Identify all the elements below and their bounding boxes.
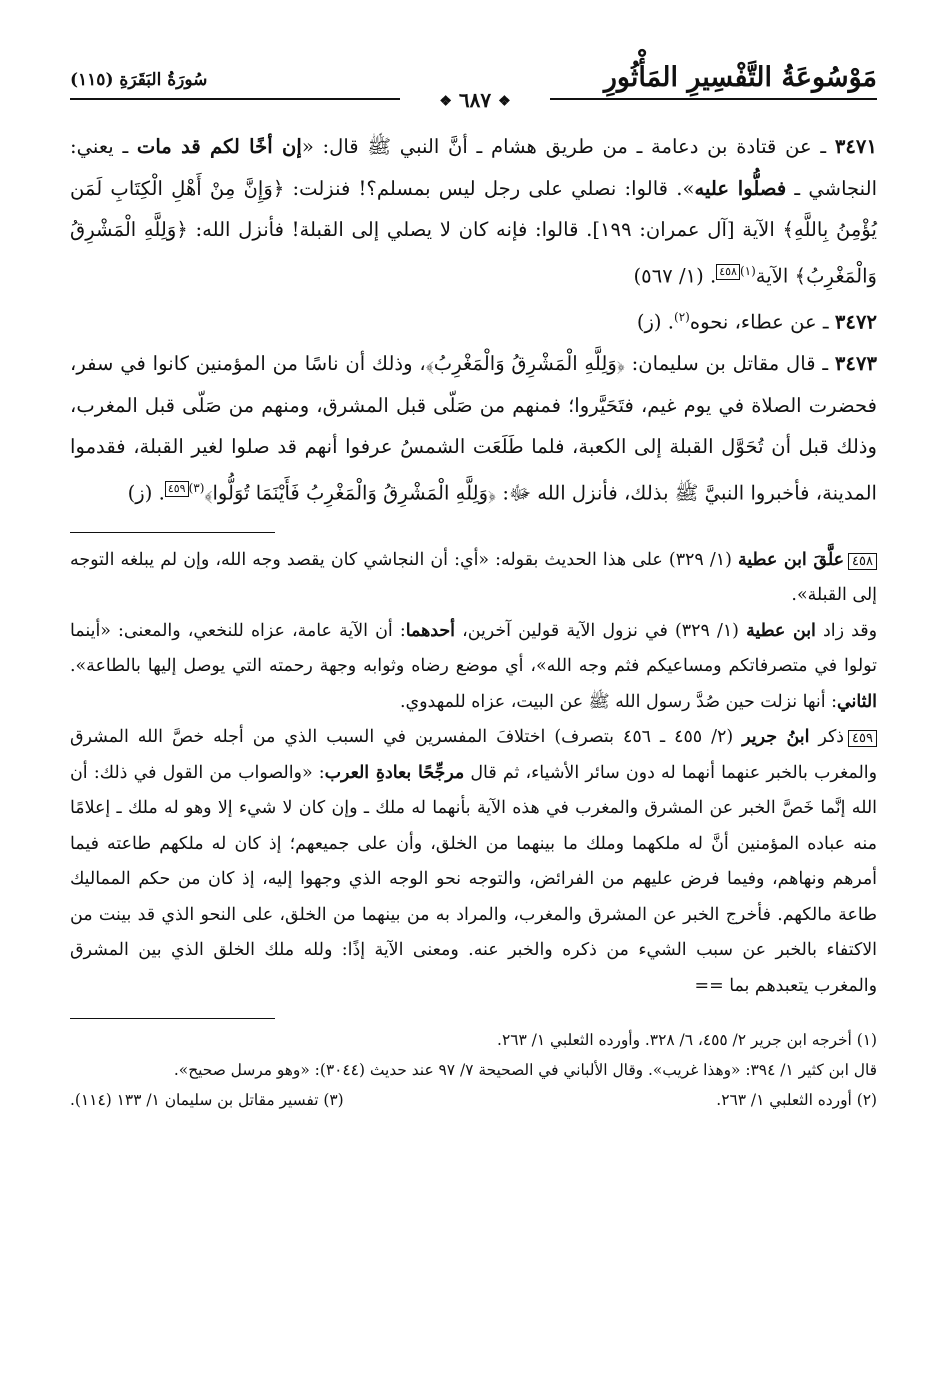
footnote-2: (٢) أورده الثعلبي ١/ ٢٦٣. xyxy=(716,1091,877,1110)
main-text xyxy=(70,126,877,514)
note-number-box: ٤٥٩ xyxy=(848,730,877,747)
surah-label: سُورَةُ البَقَرَةِ (١١٥) xyxy=(70,70,208,90)
ornament-icon: ❖ xyxy=(439,93,452,110)
text-run: وقد زاد xyxy=(815,620,877,641)
text-run: ذكر xyxy=(809,727,845,748)
note-ref-box: ٤٥٩ xyxy=(165,481,189,497)
hadith-number: ٣٤٧٣ xyxy=(834,352,877,376)
footnote-separator xyxy=(70,1018,275,1019)
page-header xyxy=(70,58,877,112)
text-run: (١/ ٣٢٩) على هذا الحديث بقوله: «أي: أن النجاشي كان يقصد وجه الله، وإن لم يبلغه التوجه إلى القبلة». xyxy=(70,549,877,606)
text-run: : أنها نزلت حين صُدَّ رسول الله ﷺ عن البيت، عزاه للمهدوي. xyxy=(399,691,837,712)
note-paragraph xyxy=(70,720,877,1004)
footnote-ref: (١) xyxy=(739,263,756,278)
note-paragraph xyxy=(70,614,877,721)
text-run: ». قالوا: نصلي على رجل ليس بمسلم؟! فنزلت: ﴿وَإِنَّ مِنْ أَهْلِ الْكِتَابِ لَمَن يُؤْمِنُ بِاللَّهِ﴾ الآية [آل عمران: ١٩٩]. قالوا: فإنه كان لا يصلي إلى القبلة! فأنزل الله: ﴿وَلِلَّهِ الْمَشْرِقُ وَالْمَغْرِبُ﴾ الآية xyxy=(70,176,877,288)
text-run: . (ز) xyxy=(636,310,675,334)
hadith-number: ٣٤٧٢ xyxy=(834,310,877,334)
text-run: . (١/ ٥٦٧) xyxy=(633,264,717,288)
footnotes xyxy=(70,1025,877,1115)
text-run: ـ عن قتادة بن دعامة ـ من طريق هشام ـ أنَّ النبي ﷺ قال: « xyxy=(301,135,835,158)
note-number-box: ٤٥٨ xyxy=(848,553,877,570)
editor-notes xyxy=(70,543,877,1005)
bold-text: ابنُ جرير xyxy=(742,727,810,748)
text-run: : «والصواب من القول في ذلك: أن الله إنَّما خَصَّ الخبر عن المشرق والمغرب في هذه الآية بأنهما له ملك ـ وإن كان لا شيء إلا وهو له ملك ـ إعلامًا منه عباده المؤمنين أنَّ له ملكهما وملك ما بينهما من الخلق، وأن على جميعهم؛ إذ كان له ملكهم طاعته فيما أمرهم ونهاهم، وفيما فرض عليهم من الفرائض، والتوجه نحو الوجه الذي وجهوا إليه، إذ كان من حكم المماليك طاعة مالكهم. فأخرج الخبر عن المشرق والمغرب، والمراد به من بينهما من الخلق، على النحو الذي قد بينت من الاكتفاء بالخبر عن سبب الشيء من ذكره والخبر عنه. ومعنى الآية إذًا: ولله ملك الخلق الذي بين المشرق والمغرب يتعبدهم بما == xyxy=(70,762,877,996)
text-run: ـ عن عطاء، نحوه xyxy=(689,310,835,334)
hadith-paragraph xyxy=(70,126,877,297)
bold-text: أحدهما xyxy=(405,620,455,641)
text-run: : أن الآية عامة، عزاه للنخعي، والمعنى: «أينما تولوا في متصرفاتكم ومساعيكم فثم وجه الله»، أي موضع رضاه وثوابه وجهة رحمته التي يوصل إليها بالطاعة». xyxy=(70,620,877,677)
footnote-1-continued: قال ابن كثير ١/ ٣٩٤: «وهذا غريب». وقال الألباني في الصحيحة ٧/ ٩٧ عند حديث (٣٠٤٤): «وهو مرسل صحيح». xyxy=(173,1061,877,1080)
bold-text: فصلُّوا عليه xyxy=(694,176,787,200)
bold-text: مرجِّحًا بعادةِ العرب xyxy=(324,762,465,783)
hadith-paragraph xyxy=(70,297,877,343)
bold-text: إن أخًا لكم قد مات xyxy=(136,135,302,158)
text-run: ـ قال مقاتل بن سليمان: ﴿وَلِلَّهِ الْمَشْرِقُ وَالْمَغْرِبُ﴾، وذلك أن ناسًا من المؤمنين كانوا في سفر، فحضرت الصلاة في يوم غيم، فتَحَيَّروا؛ فمنهم من صَلّى قبل المشرق، ومنهم من صَلّى قبل المغرب، وذلك قبل أن تُحَوَّل القبلة إلى الكعبة، فلما طَلَعَت الشمسُ عرفوا أنهم قد صلوا لغير القبلة، فقدموا المدينة، فأخبروا النبيَّ ﷺ بذلك، فأنزل الله ﷻ: ﴿وَلِلَّهِ الْمَشْرِقُ وَالْمَغْرِبُ فَأَيْنَمَا تُوَلُّوا﴾ xyxy=(70,352,877,505)
text-run: (٢/ ٤٥٥ ـ ٤٥٦ بتصرف) اختلافَ المفسرين في السبب الذي من أجله خصَّ الله المشرق والمغرب بالخبر عنهما أنهما له دون سائر الأشياء، ثم قال xyxy=(70,727,877,783)
note-ref-box: ٤٥٨ xyxy=(716,264,740,280)
notes-separator xyxy=(70,532,275,533)
page-number-block xyxy=(400,88,550,112)
text-run: (١/ ٣٢٩) في نزول الآية قولين آخرين، xyxy=(454,620,747,641)
page-number: ٦٨٧ xyxy=(458,88,492,112)
running-title: مَوْسُوعَةُ التَّفْسِيرِ المَأْثُورِ xyxy=(603,62,877,93)
bold-text: علَّقَ ابن عطية xyxy=(737,549,845,570)
footnote-row xyxy=(70,1085,877,1115)
text-run: . (ز) xyxy=(127,481,165,505)
note-paragraph xyxy=(70,543,877,614)
text-run: ـ يعني: النجاشي ـ xyxy=(70,135,878,200)
book-page xyxy=(70,58,877,1338)
bold-text: الثاني xyxy=(836,691,877,712)
hadith-number: ٣٤٧١ xyxy=(834,135,877,158)
hadith-paragraph xyxy=(70,343,877,514)
footnote-ref: (٢) xyxy=(674,309,690,324)
footnote-1: (١) أخرجه ابن جرير ٢/ ٤٥٥، ٦/ ٣٢٨. وأورده الثعلبي ١/ ٢٦٣. xyxy=(497,1031,877,1050)
footnote-3: (٣) تفسير مقاتل بن سليمان ١/ ١٣٣ (١١٤). xyxy=(70,1091,344,1110)
footnote-ref: (٣) xyxy=(188,480,205,495)
ornament-icon: ❖ xyxy=(498,93,511,110)
bold-text: ابن عطية xyxy=(746,620,816,641)
